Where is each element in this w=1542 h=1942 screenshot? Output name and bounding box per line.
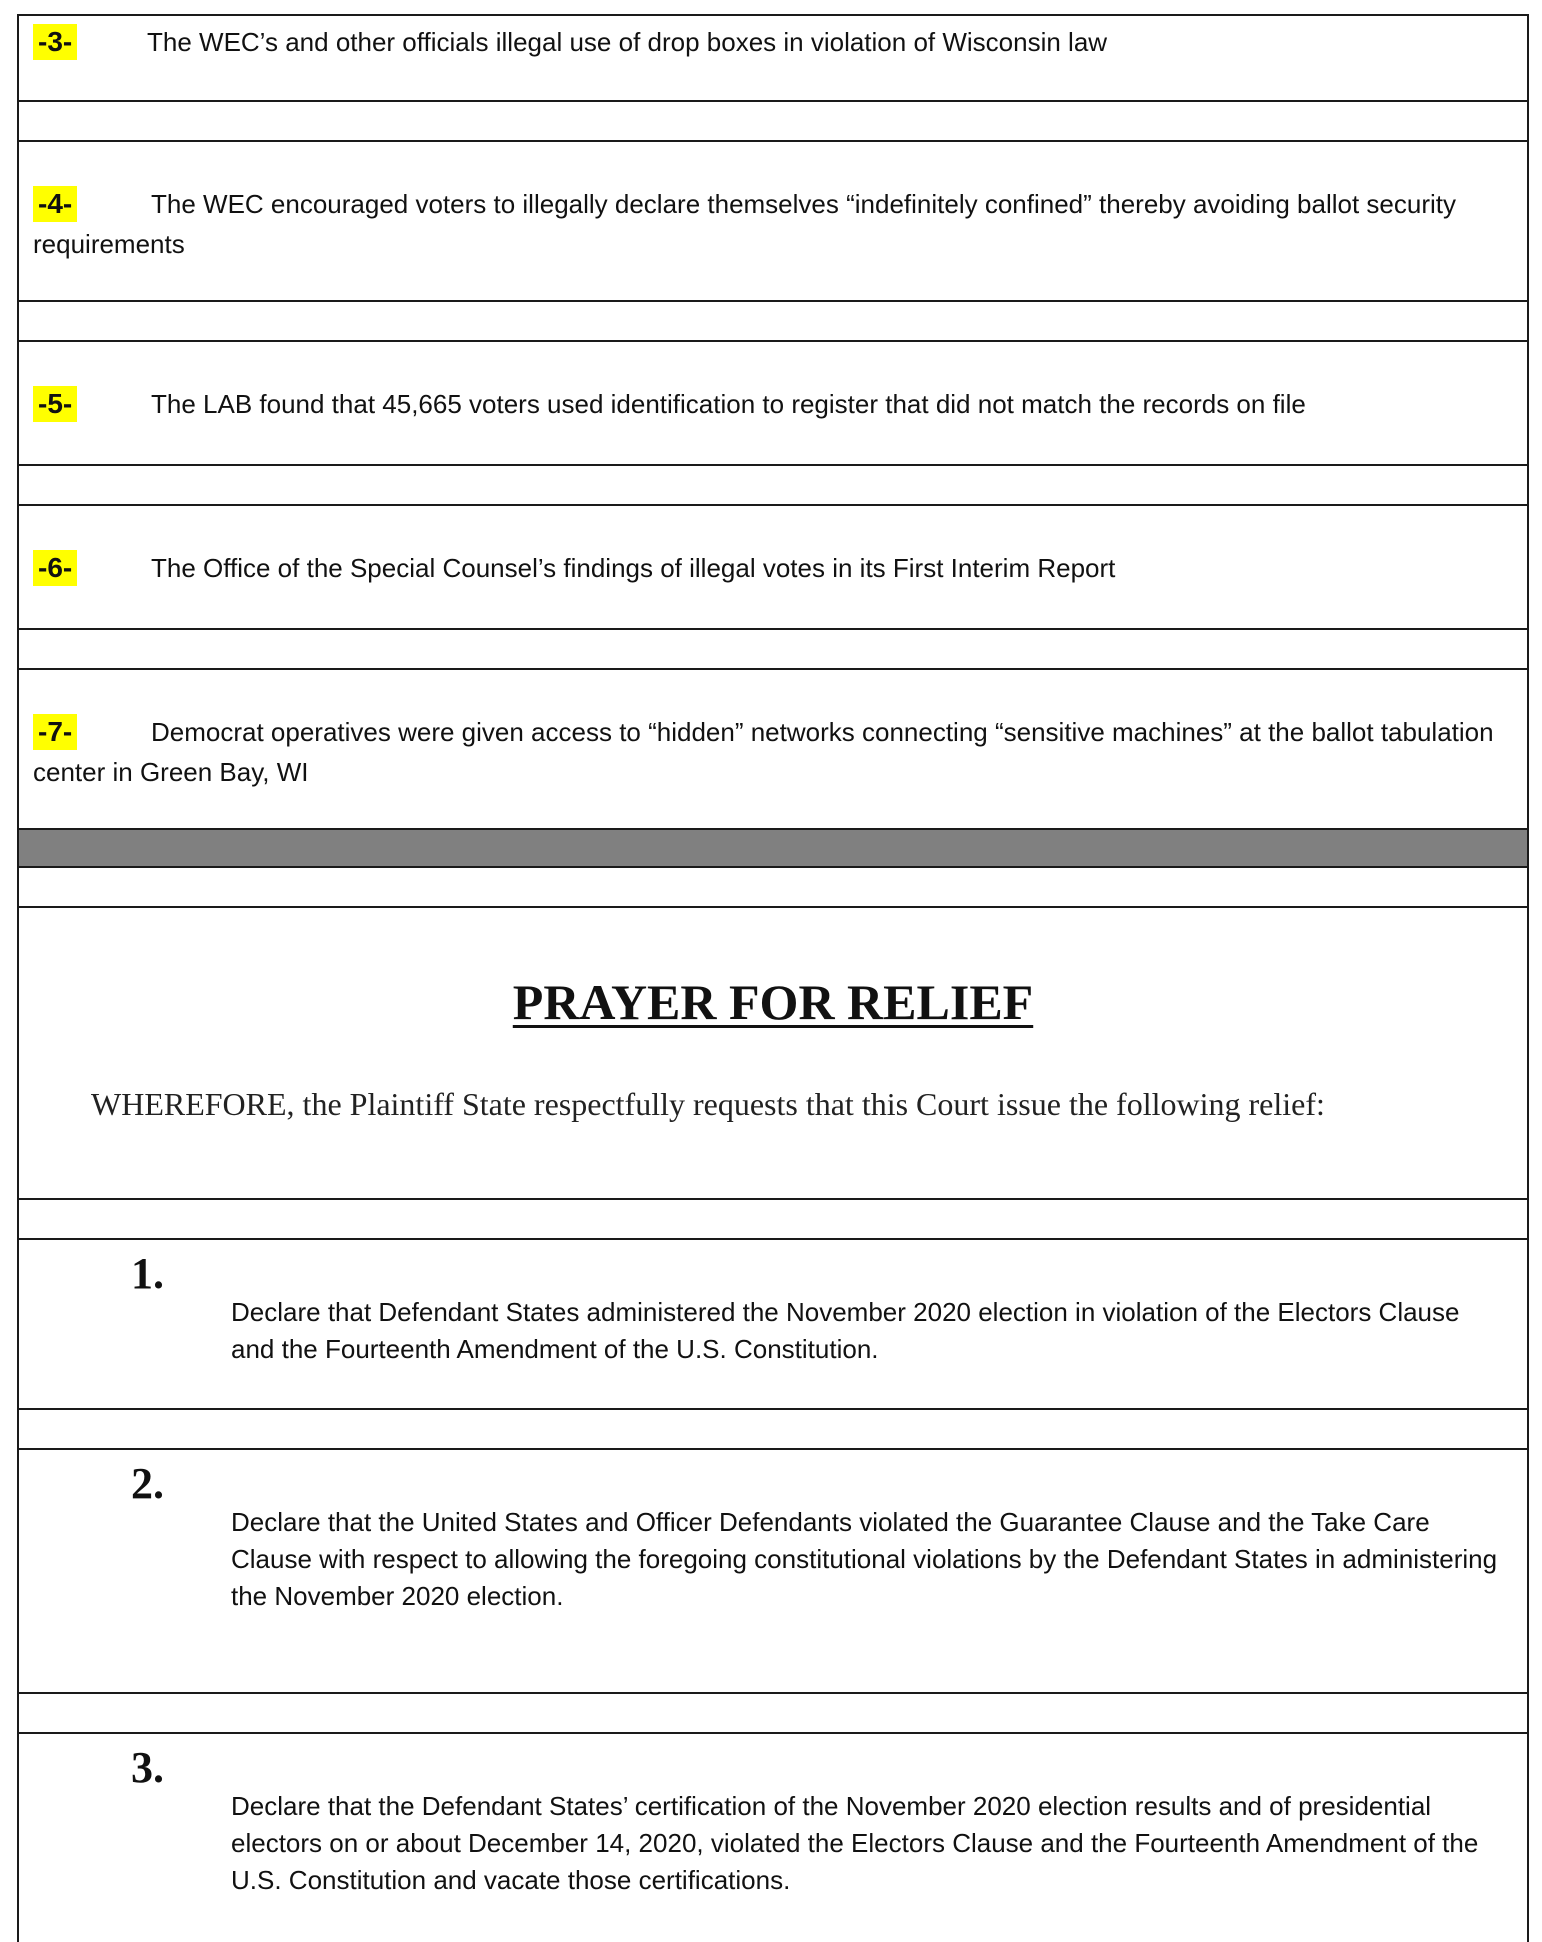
claim-text [147,22,1507,62]
relief-text: Declare that the United States and Officer Defendants violated the Guarantee Clause and the Take Care Clause with respect to allowing the foregoing constitutional violations by the Defendant States in administering the November 2020 election. [231,1507,1498,1611]
claim-box-7 [17,668,1529,830]
prayer-intro: WHEREFORE, the Plaintiff State respectfully requests that this Court issue the following relief: [91,1086,1325,1122]
spacer-row [17,100,1529,142]
claim-number: -4- [33,186,77,222]
section-title: PRAYER FOR RELIEF [512,974,1034,1030]
relief-item-2 [17,1448,1529,1694]
claim-number: -5- [33,386,77,422]
relief-text: Declare that the Defendant States’ certification of the November 2020 election results and of presidential electors on or about December 14, 2020, violated the Electors Clause and the Fourteenth Amendment of the U.S. Constitution and vacate those certifications. [231,1791,1479,1895]
relief-number: 3. [131,1743,164,1792]
claim-box-6 [17,504,1529,630]
prayer-section [17,906,1529,1200]
claim-box-5 [17,340,1529,466]
relief-item-1 [17,1238,1529,1410]
spacer-row [17,866,1529,908]
claim-text-content: The LAB found that 45,665 voters used identification to register that did not match the records on file [151,389,1306,419]
relief-text: Declare that Defendant States administered the November 2020 election in violation of the Electors Clause and the Fourteenth Amendment of the U.S. Constitution. [231,1297,1460,1364]
claim-number: -6- [33,550,77,586]
claim-number: -3- [33,24,77,60]
spacer-row [17,1408,1529,1450]
claim-number: -7- [33,714,77,750]
claim-text-content: The WEC’s and other officials illegal use of drop boxes in violation of Wisconsin law [147,27,1108,57]
claim-text-content: Democrat operatives were given access to “hidden” networks connecting “sensitive machines” at the ballot tabulation center in Green Bay, WI [33,717,1494,787]
section-divider [17,828,1529,868]
claim-box-3 [17,14,1529,102]
relief-item-3 [17,1732,1529,1942]
claim-text [33,712,1507,792]
claim-text [33,184,1507,264]
claim-text [151,384,1507,424]
spacer-row [17,464,1529,506]
spacer-row [17,1692,1529,1734]
relief-number: 2. [131,1459,164,1508]
spacer-row [17,300,1529,342]
spacer-row [17,628,1529,670]
claim-text [151,548,1507,588]
relief-number: 1. [131,1249,164,1298]
spacer-row [17,1198,1529,1240]
claim-text-content: The Office of the Special Counsel’s findings of illegal votes in its First Interim Report [151,553,1116,583]
claim-text-content: The WEC encouraged voters to illegally declare themselves “indefinitely confined” thereby avoiding ballot security requirements [33,189,1457,259]
claim-box-4 [17,140,1529,302]
